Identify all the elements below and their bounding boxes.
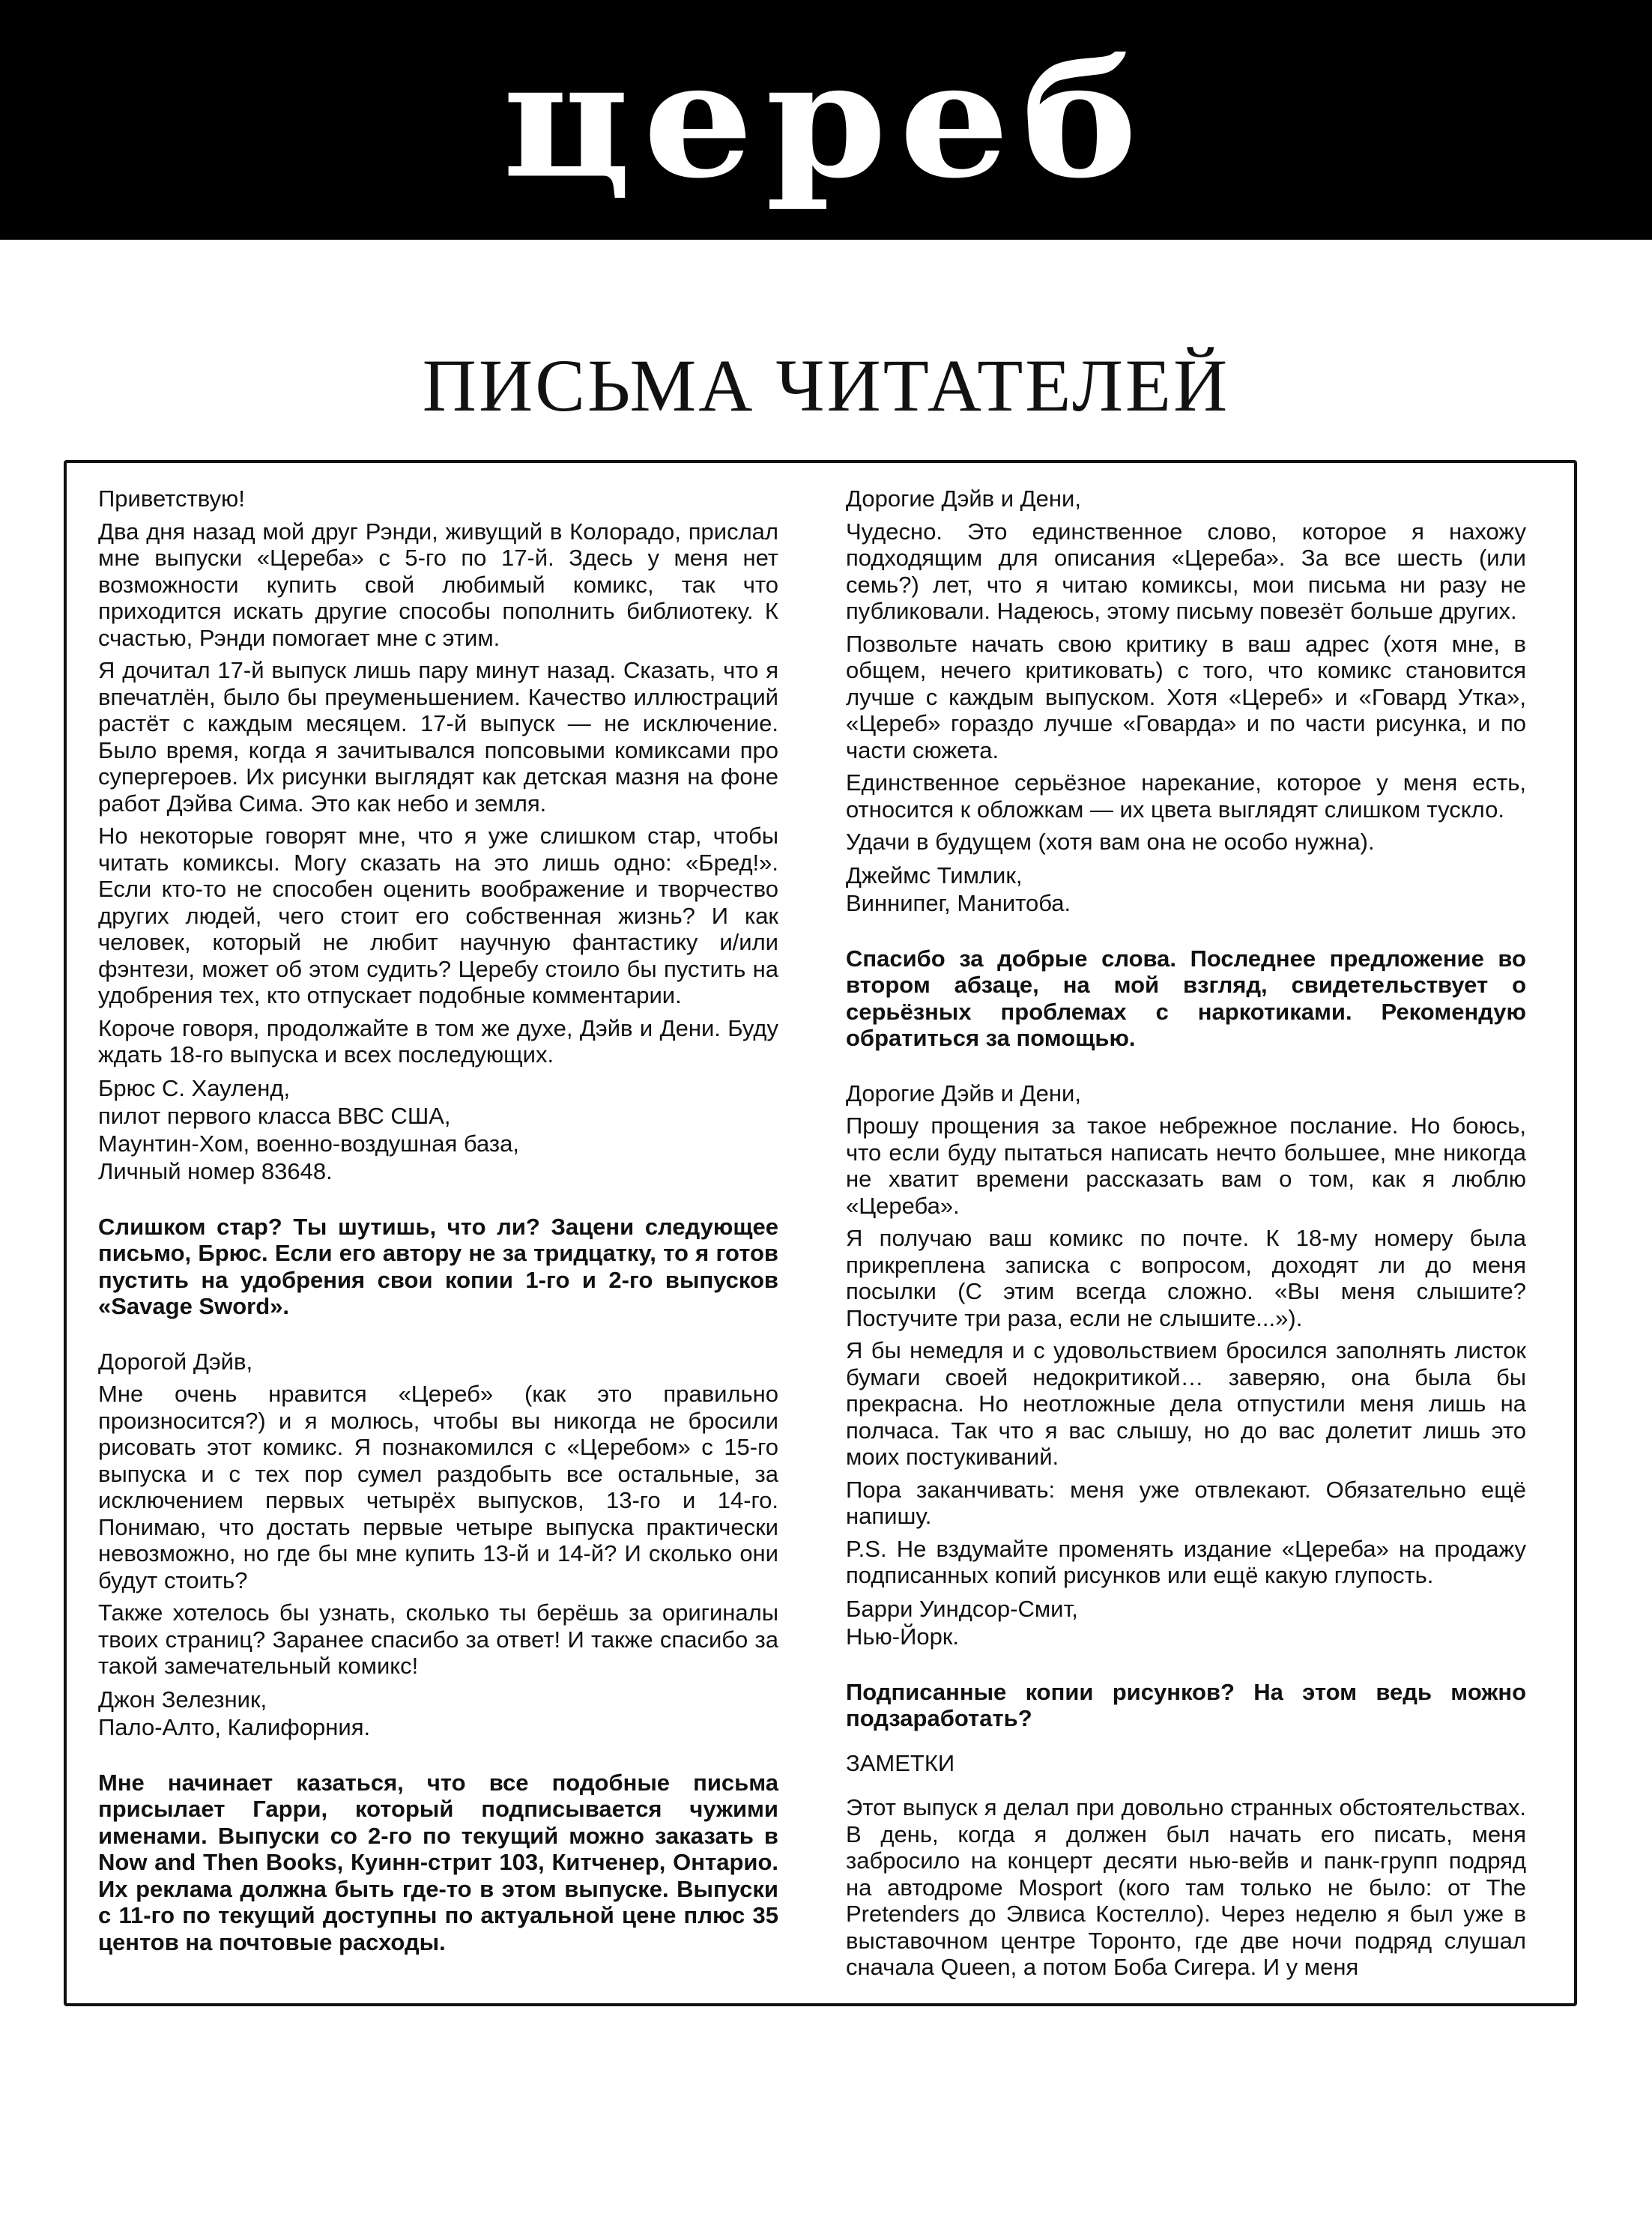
left-column bbox=[98, 485, 778, 1955]
letter-paragraph: Пора заканчивать: меня уже отвлекают. Обязательно ещё напишу. bbox=[846, 1476, 1526, 1529]
letter-paragraph: Удачи в будущем (хотя вам она не особо нужна). bbox=[846, 829, 1375, 855]
letter-paragraph: P.S. Не вздумайте променять издание «Цереба» на продажу подписанных копий рисунков или ещё какую глупость. bbox=[846, 1535, 1526, 1588]
signature-line: Джон Зелезник, bbox=[98, 1686, 267, 1713]
notes-heading: ЗАМЕТКИ bbox=[846, 1749, 955, 1776]
comic-logo: цереб bbox=[502, 25, 1150, 214]
signature-line: Виннипег, Манитоба. bbox=[846, 889, 1071, 916]
letter-paragraph: Я бы немедля и с удовольствием бросился заполнять листок бумаги своей недокритикой… заверяю, она была бы прекрасна. Но неотложные дела отпустили меня лишь на полчаса. Так что я вас слышу, но до вас долетит лишь это моих постукиваний. bbox=[846, 1337, 1526, 1470]
letter-paragraph: Также хотелось бы узнать, сколько ты берёшь за оригиналы твоих страниц? Заранее спасибо за ответ! И также спасибо за такой замечательный комикс! bbox=[98, 1599, 778, 1679]
letter-howland bbox=[98, 485, 778, 1185]
letter-windsor-smith bbox=[846, 1080, 1526, 1650]
letter-paragraph: Единственное серьёзное нарекание, которое у меня есть, относится к обложкам — их цвета выглядят слишком тускло. bbox=[846, 769, 1526, 823]
letters-frame bbox=[64, 460, 1577, 2006]
letter-greeting: Дорогие Дэйв и Дени, bbox=[846, 1080, 1081, 1107]
letter-paragraph: Два дня назад мой друг Рэнди, живущий в Колорадо, прислал мне выпуски «Цереба» с 5-го по 17-й. Здесь у меня нет возможности купить свой любимый комикс, так что приходится искать другие способы пополнить библиотеку. К счастью, Рэнди помогает мне с этим. bbox=[98, 518, 778, 651]
notes-text: Этот выпуск я делал при довольно странных обстоятельствах. В день, когда я должен был начать его писать, меня забросило на концерт десяти нью-вейв и панк-групп подряд на автодроме Mosport (кого там только не было: от The Pretenders до Элвиса Костелло). Через неделю я был уже в выставочном центре Торонто, где две ночи подряд слушал сначала Queen, а потом Боба Сигера. И у меня bbox=[846, 1794, 1526, 1980]
letter-paragraph: Но некоторые говорят мне, что я уже слишком стар, чтобы читать комиксы. Могу сказать на это лишь одно: «Бред!». Если кто-то не способен оценить воображение и творчество других людей, чего стоит его собственная жизнь? И как человек, который не любит научную фантастику и/или фэнтези, может об этом судить? Церебу стоило бы пустить на удобрения тех, кто отпускает подобные комментарии. bbox=[98, 823, 778, 1008]
editor-reply: Слишком стар? Ты шутишь, что ли? Зацени следующее письмо, Брюс. Если его автору не за тридцатку, то я готов пустить на удобрения свои копии 1-го и 2-го выпусков «Savage Sword». bbox=[98, 1213, 778, 1319]
letter-timlick bbox=[846, 485, 1526, 917]
masthead bbox=[0, 0, 1652, 240]
letter-greeting: Приветствую! bbox=[98, 485, 245, 512]
letter-greeting: Дорогие Дэйв и Дени, bbox=[846, 485, 1081, 512]
editor-reply: Подписанные копии рисунков? На этом ведь можно подзаработать? bbox=[846, 1678, 1526, 1731]
signature-line: пилот первого класса ВВС США, bbox=[98, 1102, 451, 1129]
letter-signature bbox=[98, 1686, 778, 1741]
section-title: ПИСЬМА ЧИТАТЕЛЕЙ bbox=[422, 344, 1230, 427]
letter-paragraph: Я дочитал 17-й выпуск лишь пару минут назад. Сказать, что я впечатлён, было бы преуменьшением. Качество иллюстраций растёт с каждым месяцем. 17-й выпуск — не исключение. Было время, когда я зачитывался попсовыми комиксами про супергероев. Их рисунки выглядят как детская мазня на фоне работ Дэйва Сима. Это как небо и земля. bbox=[98, 657, 778, 817]
letter-paragraph: Чудесно. Это единственное слово, которое я нахожу подходящим для описания «Цереба». За все шесть (или семь?) лет, что я читаю комиксы, мои письма ни разу не публиковали. Надеюсь, этому письму повезёт больше других. bbox=[846, 518, 1526, 624]
letter-paragraph: Я получаю ваш комикс по почте. К 18-му номеру была прикреплена записка с вопросом, доходят ли до меня посылки (С этим всегда сложно. «Вы меня слышите? Постучите три раза, если не слышите...»). bbox=[846, 1225, 1526, 1331]
editor-reply: Спасибо за добрые слова. Последнее предложение во втором абзаце, на мой взгляд, свидетельствует о серьёзных проблемах с наркотиками. Рекомендую обратиться за помощью. bbox=[846, 945, 1526, 1051]
letter-signature bbox=[846, 862, 1526, 917]
letter-greeting: Дорогой Дэйв, bbox=[98, 1348, 253, 1375]
signature-line: Пало-Алто, Калифорния. bbox=[98, 1713, 371, 1740]
letter-signature bbox=[98, 1074, 778, 1185]
signature-line: Барри Уиндсор-Смит, bbox=[846, 1595, 1078, 1622]
signature-line: Джеймс Тимлик, bbox=[846, 862, 1023, 888]
letter-signature bbox=[846, 1595, 1526, 1650]
signature-line: Нью-Йорк. bbox=[846, 1623, 960, 1650]
letter-paragraph: Позвольте начать свою критику в ваш адрес (хотя мне, в общем, нечего критиковать) с того, что комикс становится лучше с каждым выпуском. Хотя «Цереб» и «Говард Утка», «Цереб» гораздо лучше «Говарда» и по части рисунка, и по части сюжета. bbox=[846, 630, 1526, 763]
letter-zeleznik bbox=[98, 1348, 778, 1741]
signature-line: Личный номер 83648. bbox=[98, 1157, 333, 1184]
editor-reply: Мне начинает казаться, что все подобные письма присылает Гарри, который подписывается чужими именами. Выпуски со 2-го по текущий можно заказать в Now and Then Books, Куинн-стрит 103, Китченер, Онтарио. Их реклама должна быть где-то в этом выпуске. Выпуски с 11-го по текущий доступны по актуальной цене плюс 35 центов на почтовые расходы. bbox=[98, 1769, 778, 1955]
letter-paragraph: Прошу прощения за такое небрежное послание. Но боюсь, что если буду пытаться написать нечто большее, мне никогда не хватит времени рассказать вам о том, как я люблю «Цереба». bbox=[846, 1112, 1526, 1219]
signature-line: Брюс С. Хауленд, bbox=[98, 1074, 291, 1101]
letter-paragraph: Короче говоря, продолжайте в том же духе, Дэйв и Дени. Буду ждать 18-го выпуска и всех последующих. bbox=[98, 1014, 778, 1068]
right-column bbox=[846, 485, 1526, 1987]
signature-line: Маунтин-Хом, военно-воздушная база, bbox=[98, 1130, 519, 1157]
letter-paragraph: Мне очень нравится «Цереб» (как это правильно произносится?) и я молюсь, чтобы вы никогда не бросили рисовать этот комикс. Я познакомился с «Церебом» с 15-го выпуска и с тех пор сумел раздобыть все остальные, за исключением первых четырёх выпусков, 13-го и 14-го. Понимаю, что достать первые четыре выпуска практически невозможно, но где бы мне купить 13-й и 14-й? И сколько они будут стоить? bbox=[98, 1381, 778, 1593]
